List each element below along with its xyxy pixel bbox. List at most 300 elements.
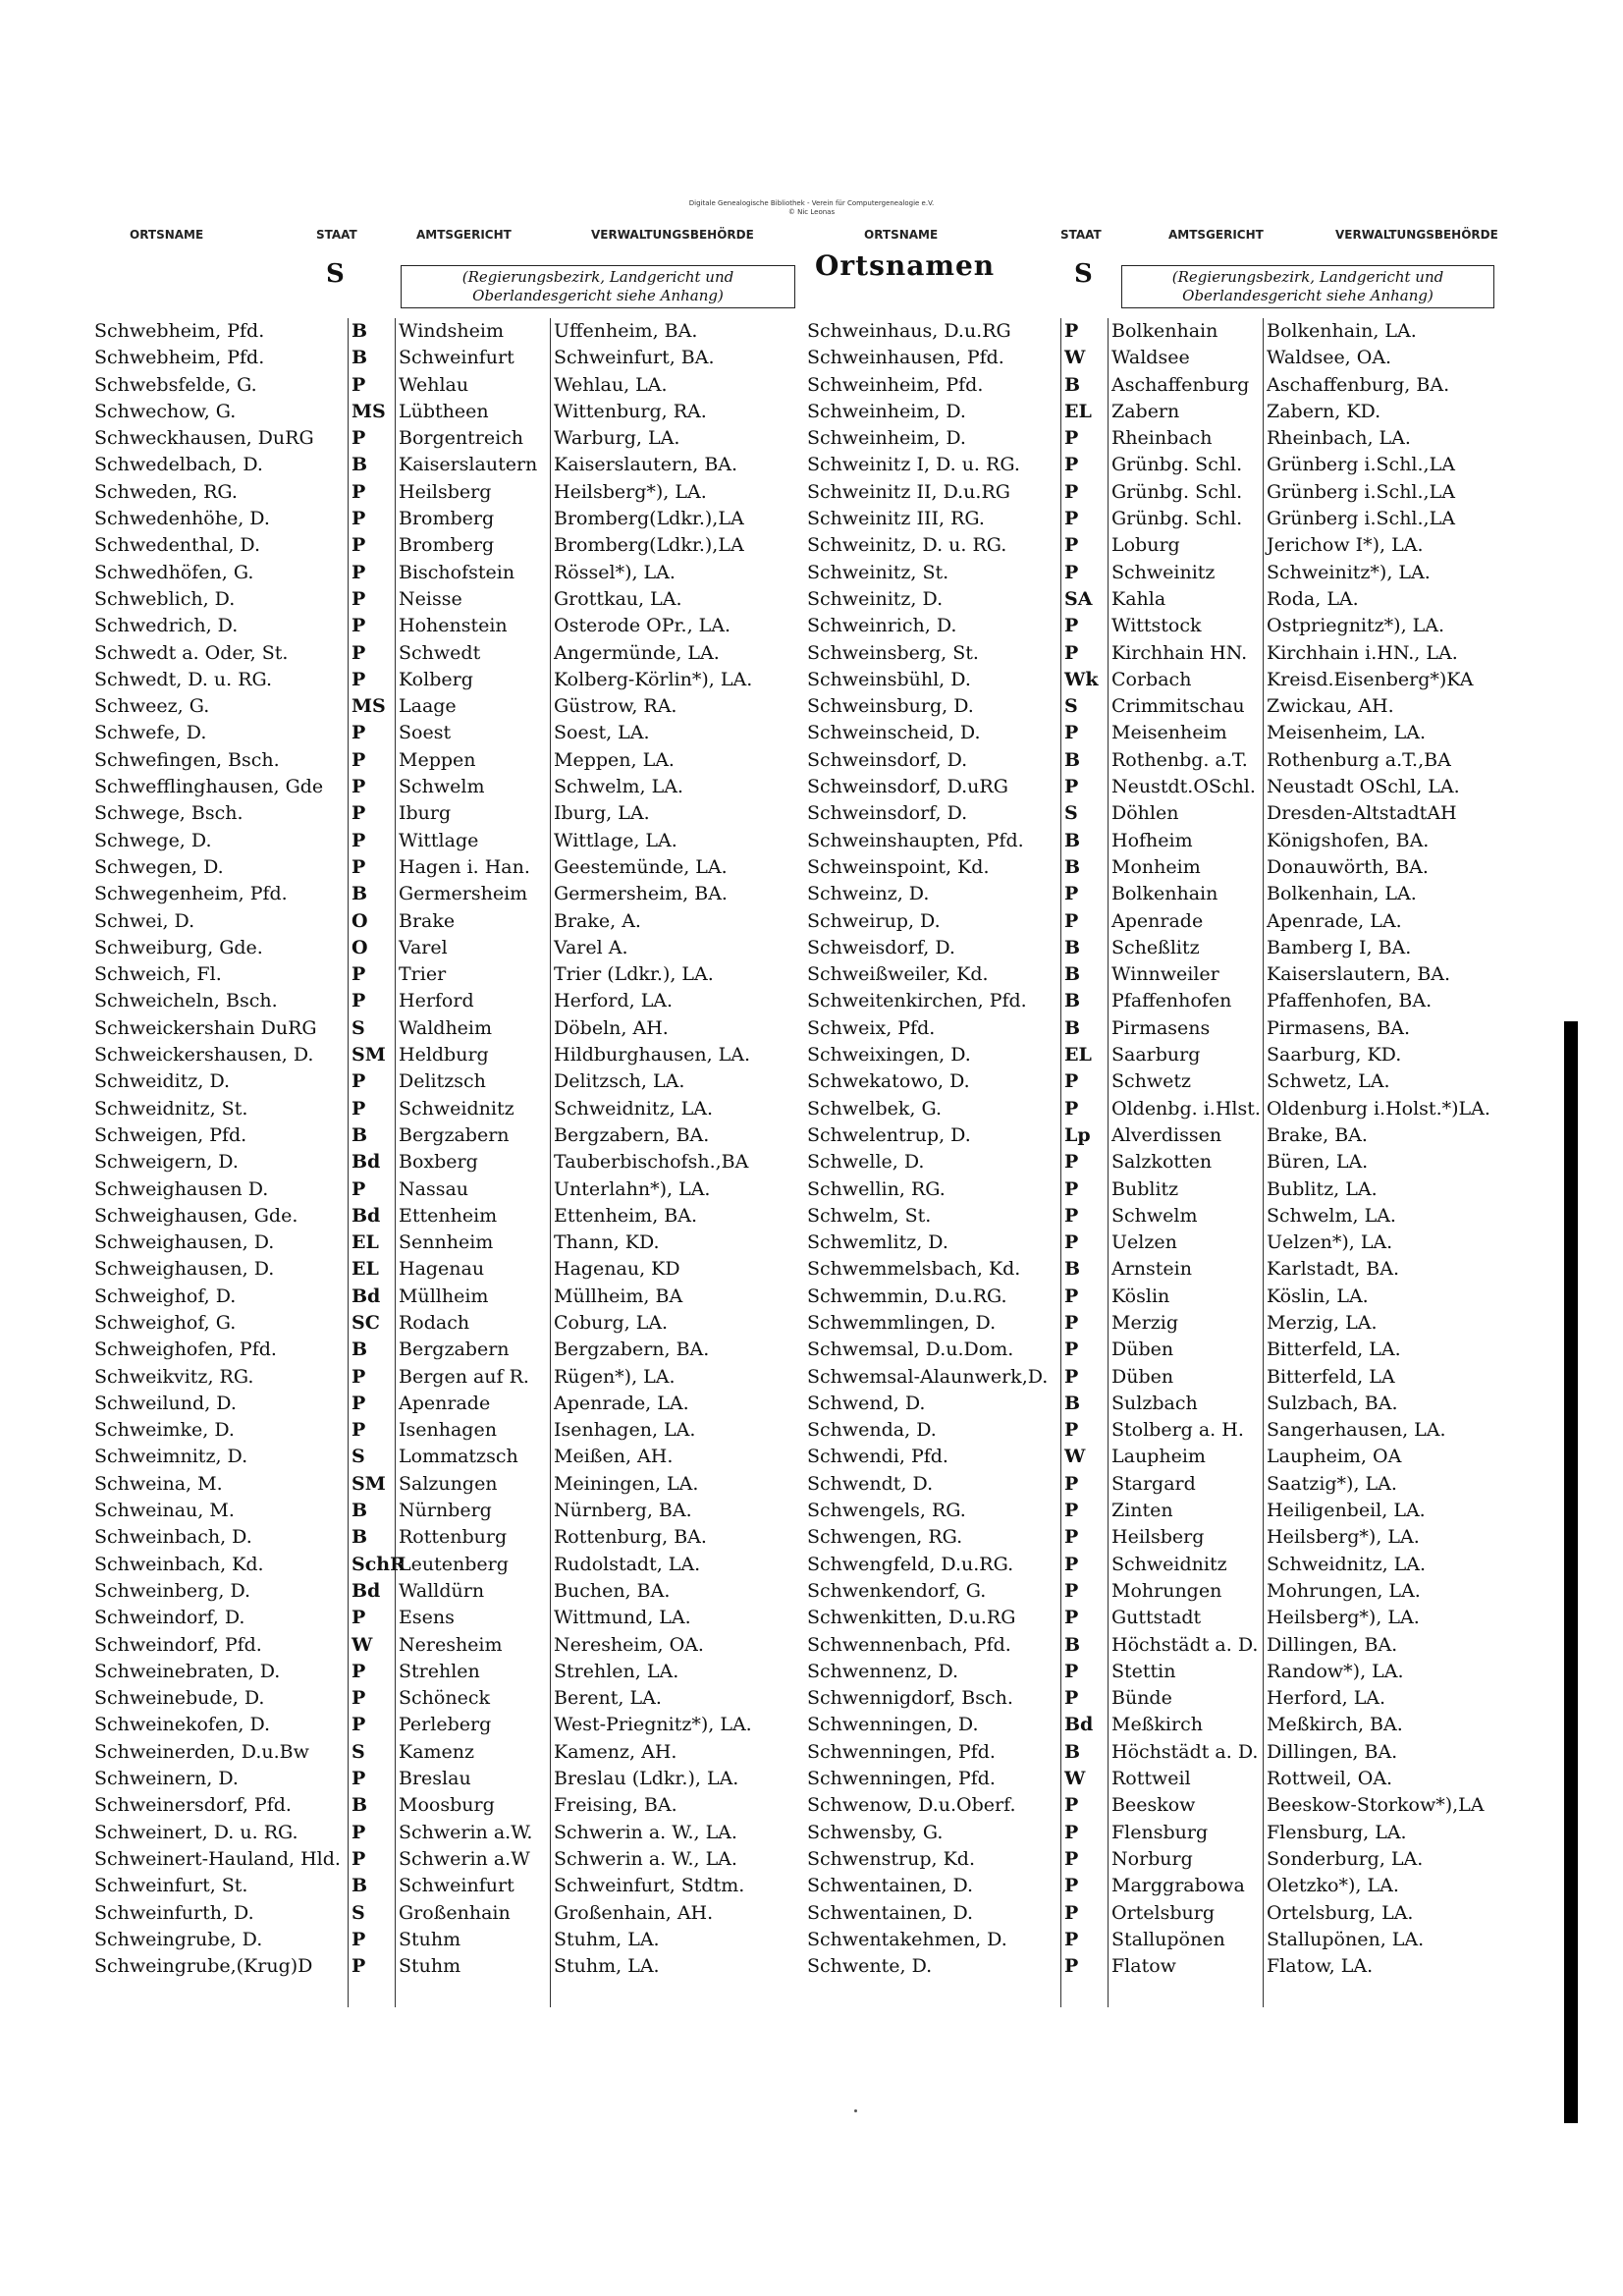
- admin-authority: Stallupönen, LA.: [1267, 1928, 1425, 1950]
- court-name: Neresheim: [399, 1633, 503, 1656]
- state-code: Wk: [1064, 668, 1099, 690]
- place-name: Schweinspoint, Kd.: [807, 855, 990, 878]
- court-name: Borgentreich: [399, 427, 524, 450]
- admin-authority: Oletzko*), LA.: [1267, 1875, 1399, 1897]
- court-name: Wehlau: [399, 373, 469, 396]
- credit-line: [0, 199, 1623, 217]
- admin-authority: Sangerhausen, LA.: [1267, 1419, 1446, 1442]
- table-row: [807, 1176, 1514, 1203]
- place-name: Schwedelbach, D.: [94, 454, 263, 476]
- table-row: [807, 1042, 1514, 1068]
- admin-authority: Buchen, BA.: [554, 1579, 671, 1602]
- state-code: B: [1064, 855, 1081, 878]
- court-name: Saarburg: [1111, 1044, 1201, 1066]
- admin-authority: Meßkirch, BA.: [1267, 1714, 1403, 1736]
- table-row: [94, 854, 801, 881]
- table-row: [807, 1739, 1514, 1766]
- state-code: P: [1064, 1660, 1079, 1682]
- court-name: Soest: [399, 722, 452, 744]
- place-name: Schweinrich, D.: [807, 615, 957, 637]
- place-name: Schweinscheid, D.: [807, 722, 981, 744]
- state-code: B: [352, 320, 368, 342]
- admin-authority: Meißen, AH.: [554, 1446, 674, 1468]
- admin-authority: Heilsberg*), LA.: [554, 480, 707, 503]
- state-code: P: [1064, 1875, 1079, 1897]
- table-row: [807, 1792, 1514, 1819]
- court-name: Schwerin a.W.: [399, 1821, 533, 1843]
- court-name: Heilsberg: [399, 480, 492, 503]
- admin-authority: Grottkau, LA.: [554, 587, 682, 610]
- table-row: [807, 1712, 1514, 1738]
- court-name: Corbach: [1111, 668, 1192, 690]
- header-ortsname-left: ORTSNAME: [130, 228, 204, 242]
- state-code: P: [1064, 1901, 1079, 1924]
- court-name: Bergzabern: [399, 1339, 510, 1361]
- table-row: [94, 747, 801, 774]
- credit-line-1: Digitale Genealogische Bibliothek - Verein für Computergenealogie e.V.: [688, 199, 935, 207]
- admin-authority: Müllheim, BA: [554, 1285, 683, 1307]
- place-name: Schwedenthal, D.: [94, 534, 260, 557]
- place-name: Schwend, D.: [807, 1392, 926, 1414]
- state-code: O: [352, 909, 368, 932]
- court-name: Düben: [1111, 1339, 1174, 1361]
- place-name: Schweighofen, Pfd.: [94, 1339, 277, 1361]
- admin-authority: Güstrow, RA.: [554, 695, 677, 718]
- admin-authority: Heilsberg*), LA.: [1267, 1526, 1420, 1549]
- admin-authority: Bolkenhain, LA.: [1267, 320, 1417, 342]
- place-name: Schweingrube,(Krug)D: [94, 1955, 313, 1978]
- admin-authority: Stuhm, LA.: [554, 1928, 660, 1950]
- place-name: Schweden, RG.: [94, 480, 238, 503]
- table-row: [807, 425, 1514, 452]
- admin-authority: Pfaffenhofen, BA.: [1267, 990, 1433, 1012]
- court-name: Hofheim: [1111, 829, 1193, 851]
- court-name: Kahla: [1111, 587, 1166, 610]
- court-name: Köslin: [1111, 1285, 1170, 1307]
- admin-authority: Rössel*), LA.: [554, 561, 676, 583]
- place-name: Schweinsburg, D.: [807, 695, 974, 718]
- court-name: Delitzsch: [399, 1070, 486, 1093]
- court-name: Kaiserslautern: [399, 454, 538, 476]
- admin-authority: Schwelm, LA.: [1267, 1204, 1396, 1227]
- table-row: [94, 1712, 801, 1738]
- court-name: Stettin: [1111, 1660, 1176, 1682]
- state-code: EL: [1064, 1044, 1092, 1066]
- admin-authority: Apenrade, LA.: [1267, 909, 1402, 932]
- place-name: Schweich, Fl.: [94, 963, 222, 986]
- table-row: [807, 1337, 1514, 1363]
- state-code: P: [1064, 1285, 1079, 1307]
- state-code: P: [1064, 1553, 1079, 1575]
- court-name: Hagenau: [399, 1258, 485, 1281]
- state-code: P: [352, 748, 366, 771]
- court-name: Müllheim: [399, 1285, 489, 1307]
- place-name: Schwemmlingen, D.: [807, 1311, 997, 1334]
- place-name: Schweinbach, Kd.: [94, 1553, 264, 1575]
- table-row: [94, 881, 801, 907]
- place-name: Schwebheim, Pfd.: [94, 347, 265, 369]
- admin-authority: Delitzsch, LA.: [554, 1070, 685, 1093]
- state-code: P: [1064, 1500, 1079, 1522]
- state-code: P: [352, 1365, 366, 1388]
- table-row: [807, 1417, 1514, 1444]
- table-row: [807, 1015, 1514, 1042]
- admin-authority: Donauwörth, BA.: [1267, 855, 1429, 878]
- admin-authority: Apenrade, LA.: [554, 1392, 689, 1414]
- court-name: Rottweil: [1111, 1768, 1191, 1790]
- state-code: P: [352, 615, 366, 637]
- state-code: P: [1064, 1419, 1079, 1442]
- state-code: P: [352, 587, 366, 610]
- state-code: SC: [352, 1311, 380, 1334]
- place-name: Schweinhausen, Pfd.: [807, 347, 1004, 369]
- table-row: [94, 1284, 801, 1310]
- state-glyph-right: S: [1074, 259, 1093, 289]
- admin-authority: Grünberg i.Schl.,LA: [1267, 454, 1455, 476]
- place-name: Schwennenz, D.: [807, 1660, 959, 1682]
- court-name: Hagen i. Han.: [399, 855, 530, 878]
- admin-authority: Sulzbach, BA.: [1267, 1392, 1398, 1414]
- court-name: Wittstock: [1111, 615, 1202, 637]
- state-code: P: [1064, 1607, 1079, 1629]
- court-name: Mohrungen: [1111, 1579, 1222, 1602]
- admin-authority: Ostpriegnitz*), LA.: [1267, 615, 1445, 637]
- admin-authority: Uffenheim, BA.: [554, 320, 698, 342]
- table-row: [807, 1149, 1514, 1175]
- court-name: Lommatzsch: [399, 1446, 518, 1468]
- place-name: Schweinsdorf, D.: [807, 748, 968, 771]
- admin-authority: Grünberg i.Schl.,LA: [1267, 508, 1455, 530]
- place-name: Schweinheim, Pfd.: [807, 373, 984, 396]
- state-code: P: [1064, 454, 1079, 476]
- place-name: Schweinitz, D. u. RG.: [807, 534, 1007, 557]
- place-name: Schweinbach, D.: [94, 1526, 252, 1549]
- place-name: Schwemmin, D.u.RG.: [807, 1285, 1007, 1307]
- table-row: [94, 828, 801, 854]
- table-row: [94, 1927, 801, 1953]
- state-code: Bd: [352, 1204, 381, 1227]
- table-row: [807, 318, 1514, 345]
- place-name: Schweinebraten, D.: [94, 1660, 281, 1682]
- court-name: Schwerin a.W: [399, 1847, 530, 1870]
- court-name: Trier: [399, 963, 447, 986]
- state-code: B: [1064, 1633, 1081, 1656]
- court-name: Neisse: [399, 587, 462, 610]
- table-row: [807, 640, 1514, 667]
- table-row: [94, 1792, 801, 1819]
- place-name: Schweighausen D.: [94, 1177, 269, 1200]
- place-name: Schweigen, Pfd.: [94, 1123, 247, 1146]
- admin-authority: Bergzabern, BA.: [554, 1339, 710, 1361]
- state-code: P: [1064, 1847, 1079, 1870]
- table-row: [807, 1578, 1514, 1605]
- court-name: Meßkirch: [1111, 1714, 1203, 1736]
- table-row: [807, 1096, 1514, 1122]
- place-name: Schweinersdorf, Pfd.: [94, 1794, 292, 1817]
- table-row: [807, 961, 1514, 988]
- court-name: Oldenbg. i.Hlst.: [1111, 1097, 1261, 1120]
- admin-authority: Sonderburg, LA.: [1267, 1847, 1424, 1870]
- right-column-panel: [807, 249, 1514, 2001]
- place-name: Schweinerden, D.u.Bw: [94, 1740, 309, 1763]
- admin-authority: Flensburg, LA.: [1267, 1821, 1407, 1843]
- place-name: Schweirup, D.: [807, 909, 941, 932]
- court-name: Nassau: [399, 1177, 469, 1200]
- court-name: Guttstadt: [1111, 1607, 1202, 1629]
- court-name: Meppen: [399, 748, 476, 771]
- state-code: P: [1064, 1339, 1079, 1361]
- admin-authority: Meisenheim, LA.: [1267, 722, 1427, 744]
- admin-authority: Königshofen, BA.: [1267, 829, 1430, 851]
- table-row: [94, 1230, 801, 1256]
- admin-authority: Neresheim, OA.: [554, 1633, 704, 1656]
- place-name: Schwelbek, G.: [807, 1097, 943, 1120]
- admin-authority: Aschaffenburg, BA.: [1267, 373, 1450, 396]
- state-code: P: [352, 1177, 366, 1200]
- right-entry-list: [807, 318, 1514, 1980]
- state-code: P: [1064, 1365, 1079, 1388]
- court-name: Sulzbach: [1111, 1392, 1198, 1414]
- place-name: Schweinheim, D.: [807, 427, 966, 450]
- table-row: [94, 1605, 801, 1631]
- admin-authority: Saatzig*), LA.: [1267, 1472, 1397, 1495]
- place-name: Schwenda, D.: [807, 1419, 937, 1442]
- admin-authority: Meiningen, LA.: [554, 1472, 699, 1495]
- court-name: Schwetz: [1111, 1070, 1192, 1093]
- state-code: Bd: [1064, 1714, 1094, 1736]
- court-name: Sennheim: [399, 1231, 494, 1254]
- table-row: [807, 1203, 1514, 1230]
- admin-authority: Rügen*), LA.: [554, 1365, 676, 1388]
- place-name: Schweighausen, D.: [94, 1231, 275, 1254]
- table-row: [807, 1820, 1514, 1846]
- table-row: [807, 532, 1514, 559]
- admin-authority: Breslau (Ldkr.), LA.: [554, 1768, 739, 1790]
- court-name: Winnweiler: [1111, 963, 1219, 986]
- admin-authority: Kaiserslautern, BA.: [1267, 963, 1451, 986]
- state-code: P: [1064, 1687, 1079, 1710]
- court-name: Esens: [399, 1607, 455, 1629]
- court-name: Zabern: [1111, 400, 1180, 422]
- admin-authority: Meppen, LA.: [554, 748, 675, 771]
- court-name: Grünbg. Schl.: [1111, 508, 1243, 530]
- place-name: Schweigern, D.: [94, 1151, 239, 1174]
- state-code: B: [352, 1526, 368, 1549]
- admin-authority: Kaiserslautern, BA.: [554, 454, 738, 476]
- table-row: [94, 988, 801, 1014]
- court-name: Schweinitz: [1111, 561, 1216, 583]
- court-name: Iburg: [399, 802, 452, 825]
- place-name: Schwenow, D.u.Oberf.: [807, 1794, 1016, 1817]
- table-row: [94, 1820, 801, 1846]
- admin-authority: Schweinfurt, BA.: [554, 347, 715, 369]
- table-row: [94, 1471, 801, 1498]
- admin-authority: Kolberg-Körlin*), LA.: [554, 668, 753, 690]
- place-name: Schwedt a. Oder, St.: [94, 641, 289, 664]
- table-row: [807, 1364, 1514, 1391]
- table-row: [807, 1444, 1514, 1470]
- admin-authority: Bitterfeld, LA.: [1267, 1339, 1401, 1361]
- admin-authority: Iburg, LA.: [554, 802, 650, 825]
- table-row: [807, 1873, 1514, 1899]
- admin-authority: Rheinbach, LA.: [1267, 427, 1411, 450]
- header-verwaltung-left: VERWALTUNGSBEHÖRDE: [591, 228, 754, 242]
- place-name: Schwefe, D.: [94, 722, 207, 744]
- place-name: Schwentainen, D.: [807, 1901, 974, 1924]
- note-line-2: Oberlandesgericht siehe Anhang): [1182, 287, 1434, 304]
- place-name: Schwelle, D.: [807, 1151, 925, 1174]
- court-name: Beeskow: [1111, 1794, 1196, 1817]
- state-code: P: [352, 1607, 366, 1629]
- table-row: [807, 1552, 1514, 1578]
- court-name: Ettenheim: [399, 1204, 498, 1227]
- table-row: [94, 479, 801, 506]
- table-row: [94, 1766, 801, 1792]
- table-row: [94, 1953, 801, 1980]
- admin-authority: Neustadt OSchl, LA.: [1267, 776, 1460, 798]
- admin-authority: Bromberg(Ldkr.),LA: [554, 534, 744, 557]
- admin-authority: Köslin, LA.: [1267, 1285, 1369, 1307]
- court-name: Schwelm: [1111, 1204, 1198, 1227]
- admin-authority: Brake, BA.: [1267, 1123, 1368, 1146]
- table-row: [94, 532, 801, 559]
- place-name: Schweinitz, St.: [807, 561, 949, 583]
- table-row: [94, 1846, 801, 1873]
- admin-authority: Uelzen*), LA.: [1267, 1231, 1393, 1254]
- place-name: Schweilund, D.: [94, 1392, 237, 1414]
- admin-authority: Schweidnitz, LA.: [554, 1097, 714, 1120]
- state-code: P: [352, 508, 366, 530]
- place-name: Schweinsdorf, D.uRG: [807, 776, 1008, 798]
- state-code: B: [1064, 963, 1081, 986]
- court-name: Marggrabowa: [1111, 1875, 1245, 1897]
- court-name: Ortelsburg: [1111, 1901, 1216, 1924]
- place-name: Schweinitz I, D. u. RG.: [807, 454, 1020, 476]
- table-row: [94, 667, 801, 693]
- state-code: Bd: [352, 1579, 381, 1602]
- admin-authority: Schweinitz*), LA.: [1267, 561, 1431, 583]
- place-name: Schwenkitten, D.u.RG: [807, 1607, 1016, 1629]
- table-row: [94, 1203, 801, 1230]
- table-row: [94, 1176, 801, 1203]
- table-row: [807, 452, 1514, 478]
- state-code: EL: [352, 1231, 379, 1254]
- table-row: [807, 399, 1514, 425]
- admin-authority: Angermünde, LA.: [554, 641, 720, 664]
- admin-authority: Schweinfurt, Stdtm.: [554, 1875, 745, 1897]
- table-row: [807, 1122, 1514, 1149]
- court-name: Rottenburg: [399, 1526, 508, 1549]
- place-name: Schweinern, D.: [94, 1768, 239, 1790]
- state-code: P: [1064, 1472, 1079, 1495]
- table-row: [94, 1310, 801, 1337]
- court-name: Rodach: [399, 1311, 470, 1334]
- state-code: SM: [352, 1472, 386, 1495]
- state-code: S: [352, 1740, 365, 1763]
- state-code: P: [1064, 1955, 1079, 1978]
- admin-authority: Bamberg I, BA.: [1267, 936, 1412, 958]
- court-name: Heldburg: [399, 1044, 489, 1066]
- admin-authority: Laupheim, OA: [1267, 1446, 1402, 1468]
- state-code: P: [352, 561, 366, 583]
- admin-authority: Tauberbischofsh.,BA: [554, 1151, 749, 1174]
- admin-authority: Mohrungen, LA.: [1267, 1579, 1421, 1602]
- place-name: Schwekatowo, D.: [807, 1070, 970, 1093]
- table-row: [94, 774, 801, 800]
- table-row: [94, 693, 801, 720]
- admin-authority: Herford, LA.: [554, 990, 674, 1012]
- heading-word-fragment: Ortsnamen: [815, 249, 996, 282]
- admin-authority: Schwerin a. W., LA.: [554, 1847, 737, 1870]
- place-name: Schwemsal, D.u.Dom.: [807, 1339, 1014, 1361]
- court-name: Schwedt: [399, 641, 481, 664]
- court-name: Grünbg. Schl.: [1111, 480, 1243, 503]
- table-row: [94, 1015, 801, 1042]
- place-name: Schwebheim, Pfd.: [94, 320, 265, 342]
- table-row: [94, 345, 801, 371]
- place-name: Schwedt, D. u. RG.: [94, 668, 273, 690]
- state-code: P: [352, 1687, 366, 1710]
- state-code: P: [352, 373, 366, 396]
- state-code: P: [1064, 776, 1079, 798]
- court-name: Apenrade: [1111, 909, 1204, 932]
- table-row: [807, 1659, 1514, 1685]
- state-code: P: [352, 1660, 366, 1682]
- court-name: Stuhm: [399, 1955, 461, 1978]
- place-name: Schwefflinghausen, Gde: [94, 776, 324, 798]
- place-name: Schweickershausen, D.: [94, 1044, 314, 1066]
- admin-authority: Zabern, KD.: [1267, 400, 1381, 422]
- court-name: Kolberg: [399, 668, 473, 690]
- admin-authority: Dillingen, BA.: [1267, 1740, 1398, 1763]
- place-name: Schwenkendorf, G.: [807, 1579, 987, 1602]
- admin-authority: Wehlau, LA.: [554, 373, 668, 396]
- place-name: Schweiditz, D.: [94, 1070, 231, 1093]
- state-code: SM: [352, 1044, 386, 1066]
- table-row: [807, 828, 1514, 854]
- court-name: Crimmitschau: [1111, 695, 1245, 718]
- place-name: Schweinheim, D.: [807, 400, 966, 422]
- place-name: Schweinebude, D.: [94, 1687, 265, 1710]
- admin-authority: Soest, LA.: [554, 722, 650, 744]
- state-code: P: [1064, 1821, 1079, 1843]
- court-name: Arnstein: [1111, 1258, 1192, 1281]
- admin-authority: Jerichow I*), LA.: [1267, 534, 1424, 557]
- state-code: Bd: [352, 1285, 381, 1307]
- state-code: P: [352, 722, 366, 744]
- court-name: Moosburg: [399, 1794, 495, 1817]
- state-code: MS: [352, 695, 386, 718]
- place-name: Schweidnitz, St.: [94, 1097, 248, 1120]
- admin-authority: Wittlage, LA.: [554, 829, 677, 851]
- table-row: [807, 586, 1514, 613]
- place-name: Schweindorf, Pfd.: [94, 1633, 262, 1656]
- place-name: Schwendi, Pfd.: [807, 1446, 948, 1468]
- state-code: P: [352, 1955, 366, 1978]
- place-name: Schweighof, G.: [94, 1311, 237, 1334]
- table-row: [807, 1391, 1514, 1417]
- state-code: P: [352, 1928, 366, 1950]
- admin-authority: Dillingen, BA.: [1267, 1633, 1398, 1656]
- place-name: Schweighausen, Gde.: [94, 1204, 298, 1227]
- admin-authority: Geestemünde, LA.: [554, 855, 728, 878]
- table-row: [94, 613, 801, 639]
- header-verwaltung-right: VERWALTUNGSBEHÖRDE: [1335, 228, 1498, 242]
- place-name: Schwege, D.: [94, 829, 212, 851]
- place-name: Schweingrube, D.: [94, 1928, 263, 1950]
- table-row: [94, 1417, 801, 1444]
- court-name: Kirchhain HN.: [1111, 641, 1248, 664]
